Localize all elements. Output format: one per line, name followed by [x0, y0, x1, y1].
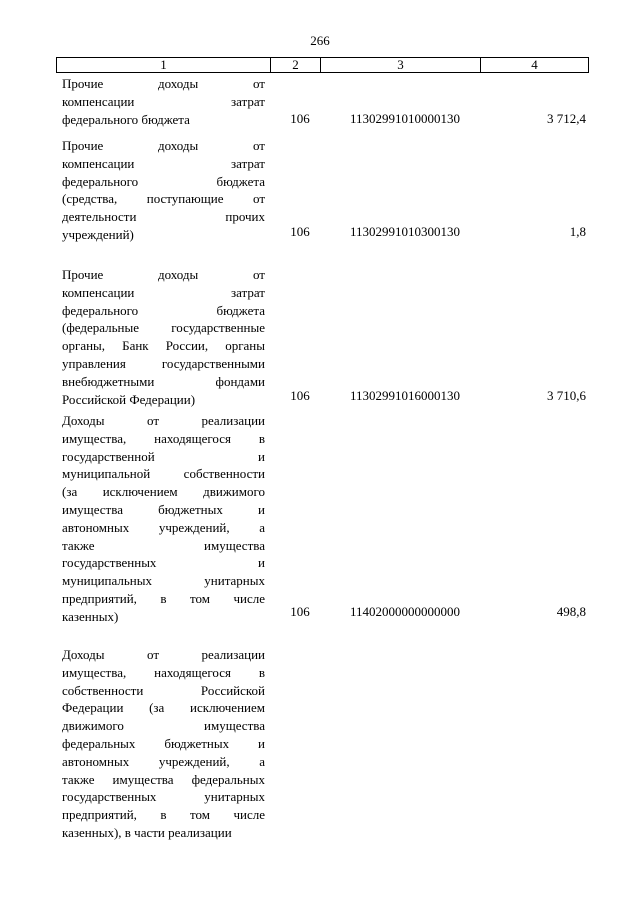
- page-number: 266: [310, 33, 330, 48]
- description-line: также имущества: [62, 537, 265, 553]
- row-description: [62, 646, 265, 842]
- admin-code: 106: [290, 388, 310, 403]
- description-line: компенсации затрат: [62, 284, 265, 300]
- description-line: Прочие доходы от: [62, 267, 265, 282]
- description-line: автономных учреждений, а: [62, 753, 265, 769]
- description-line: казенных): [62, 608, 119, 624]
- budget-code: 11402000000000000: [349, 604, 461, 619]
- amount: 3 712,4: [547, 111, 586, 126]
- description-line: федерального бюджета: [62, 302, 265, 318]
- row-description: [62, 412, 265, 626]
- admin-code: 106: [290, 604, 310, 619]
- description-line: муниципальных унитарных: [62, 573, 265, 589]
- amount: 498,8: [556, 604, 586, 619]
- description-line: казенных), в части реализации: [62, 824, 232, 840]
- description-line: имущества, находящегося в: [62, 664, 265, 680]
- description-line: (средства, поступающие от: [62, 191, 265, 207]
- budget-code: 11302991010000130: [349, 111, 461, 126]
- description-line: автономных учреждений, а: [62, 519, 265, 535]
- amount: 1,8: [569, 224, 586, 239]
- budget-code: 11302991016000130: [349, 388, 461, 403]
- description-line: (за исключением движимого: [62, 484, 265, 500]
- description-line: органы, Банк России, органы: [62, 338, 265, 354]
- row-description: [62, 75, 265, 128]
- row-description: [62, 137, 265, 244]
- description-line: Российской Федерации): [62, 391, 196, 407]
- amount: 3 710,6: [547, 388, 586, 403]
- description-line: федерального бюджета: [62, 173, 265, 189]
- description-line: также имущества федеральных: [62, 771, 265, 787]
- description-line: учреждений): [62, 226, 134, 242]
- description-line: внебюджетными фондами: [62, 373, 265, 389]
- header-col-1: 1: [57, 58, 271, 72]
- description-line: Доходы от реализации: [62, 647, 265, 662]
- description-line: движимого имущества: [62, 718, 265, 734]
- row-description: [62, 266, 265, 408]
- admin-code: 106: [290, 224, 310, 239]
- header-col-4: 4: [531, 57, 538, 72]
- description-line: федерального бюджета: [62, 111, 190, 127]
- description-line: Прочие доходы от: [62, 76, 265, 91]
- header-col-2: 2: [271, 58, 321, 72]
- description-line: Доходы от реализации: [62, 413, 265, 428]
- description-line: федеральных бюджетных и: [62, 735, 265, 751]
- description-line: Федерации (за исключением: [62, 700, 265, 716]
- description-line: предприятий, в том числе: [62, 807, 265, 823]
- description-line: компенсации затрат: [62, 155, 265, 171]
- budget-code: 11302991010300130: [349, 224, 461, 239]
- description-line: государственных и: [62, 555, 265, 571]
- description-line: государственной и: [62, 448, 265, 464]
- admin-code: 106: [290, 111, 310, 126]
- description-line: государственных унитарных: [62, 789, 265, 805]
- description-line: компенсации затрат: [62, 93, 265, 109]
- description-line: предприятий, в том числе: [62, 590, 265, 606]
- description-line: управления государственными: [62, 355, 265, 371]
- description-line: имущества, находящегося в: [62, 430, 265, 446]
- header-col-3: 3: [321, 58, 481, 72]
- description-line: деятельности прочих: [62, 209, 265, 225]
- description-line: имущества бюджетных и: [62, 501, 265, 517]
- table-header: [56, 57, 589, 73]
- description-line: собственности Российской: [62, 682, 265, 698]
- description-line: (федеральные государственные: [62, 320, 265, 336]
- description-line: Прочие доходы от: [62, 138, 265, 153]
- description-line: муниципальной собственности: [62, 466, 265, 482]
